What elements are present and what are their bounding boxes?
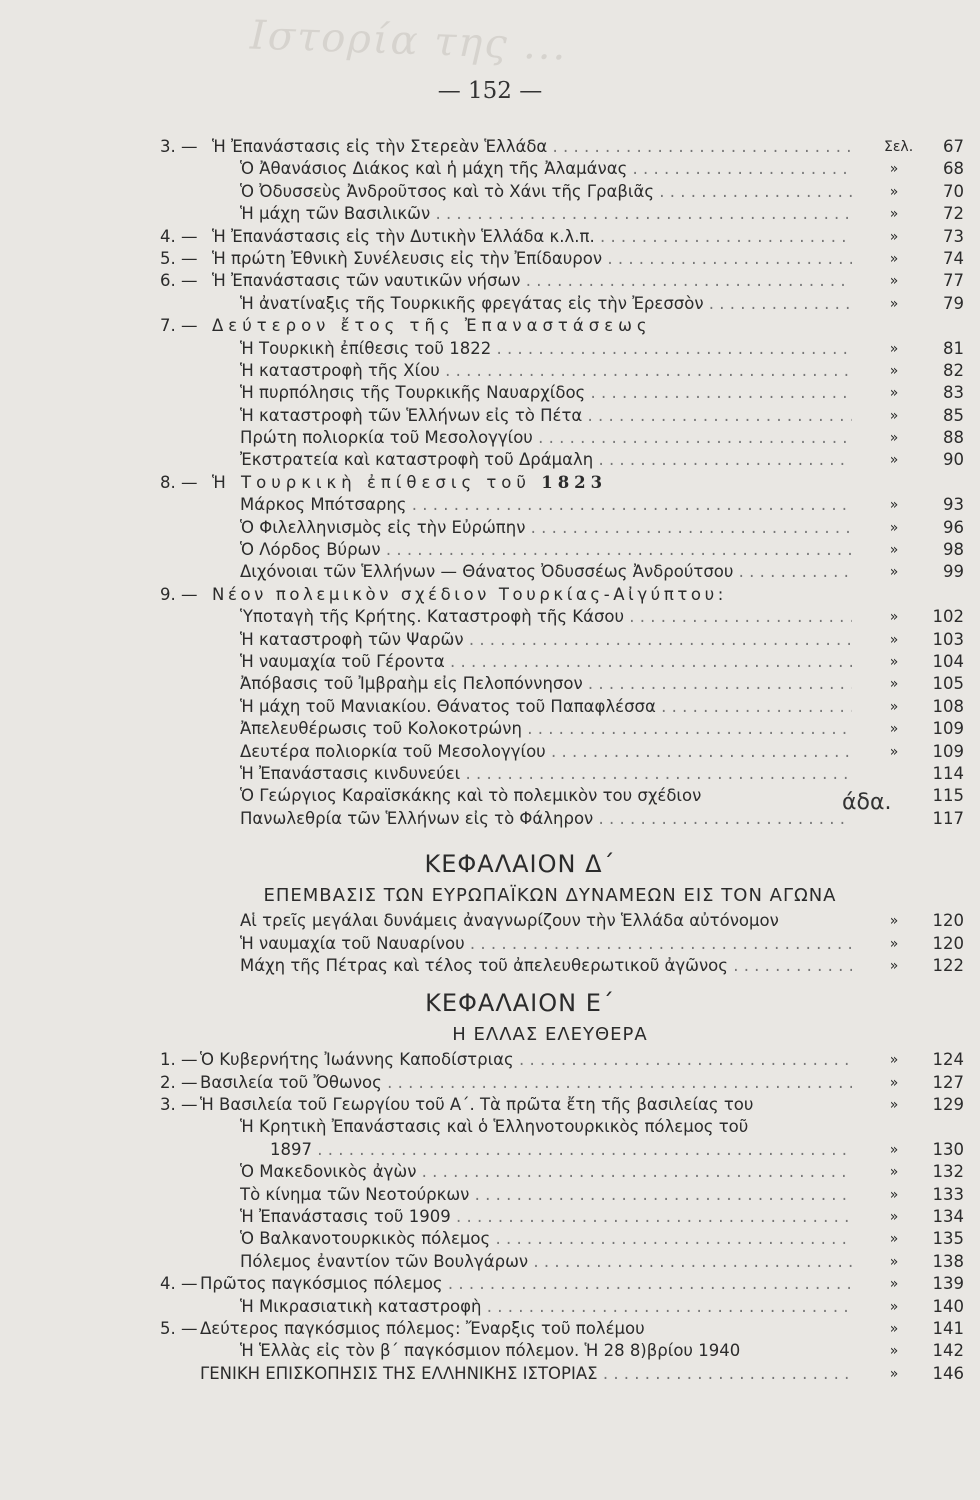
section-heading-text: Ἡ Τουρκικὴ ἐπίθεσις τοῦ	[212, 472, 531, 492]
toc-row	[0, 203, 980, 225]
ditto-mark: »	[889, 161, 899, 178]
section-number: 3. —	[160, 1095, 198, 1115]
section-number: 5. —	[160, 248, 198, 268]
toc-row	[0, 673, 980, 695]
toc-entry-title: Μάρκος Μπότσαρης . . .	[240, 494, 852, 516]
toc-page-number: 142	[932, 1341, 964, 1361]
ditto-mark: »	[889, 452, 899, 469]
toc-entry-title: Πόλεμος ἐναντίον τῶν Βουλγάρων . . .	[240, 1251, 852, 1273]
toc-row	[0, 158, 980, 180]
toc-page-number: 120	[932, 911, 964, 931]
toc-entry-title: Ἡ μάχη τοῦ Μανιακίου. Θάνατος τοῦ Παπαφλέσσα . . .	[240, 696, 852, 718]
toc-entry-title: Ἡ Ἐπανάστασις κινδυνεύει . . .	[240, 763, 852, 785]
section-heading: Δεύτερον ἔτος τῆς Ἐπαναστάσεως	[212, 316, 652, 336]
ditto-mark: »	[889, 1320, 899, 1337]
chapter-heading: ΚΕΦΑΛΑΙΟΝ Ε΄	[425, 989, 615, 1018]
toc-page-number: 99	[943, 562, 964, 582]
toc-row	[0, 651, 980, 673]
stray-overprint-text: άδα.	[842, 790, 892, 815]
toc-row	[0, 270, 980, 292]
toc-entry-title: Δευτέρα πολιορκία τοῦ Μεσολογγίου . . .	[240, 741, 852, 763]
ditto-mark: »	[889, 295, 899, 312]
toc-row	[0, 741, 980, 763]
ditto-mark: »	[889, 497, 899, 514]
toc-row	[0, 1206, 980, 1228]
ditto-mark: »	[889, 206, 899, 223]
toc-row	[0, 1094, 980, 1116]
section-number: 6. —	[160, 271, 198, 291]
toc-page-number: 109	[932, 719, 964, 739]
toc-row	[0, 382, 980, 404]
toc-entry-title: Αἱ τρεῖς μεγάλαι δυνάμεις ἀναγνωρίζουν τὴν Ἑλλάδα αὐτόνομον	[240, 911, 779, 931]
section-number: 7. —	[160, 316, 198, 336]
toc-entry-title: Ἡ Ἐπανάστασις εἰς τὴν Δυτικὴν Ἑλλάδα κ.λ.π. . . .	[212, 226, 852, 248]
toc-row	[0, 1116, 980, 1138]
toc-row	[0, 1184, 980, 1206]
toc-row	[0, 1228, 980, 1250]
toc-page-number: 108	[932, 696, 964, 716]
toc-entry-title: Δεύτερος παγκόσμιος πόλεμος: Ἔναρξις τοῦ πολέμου	[200, 1318, 645, 1338]
ditto-mark: »	[889, 519, 899, 536]
table-of-contents	[0, 136, 980, 1385]
toc-entry-title: Τὸ κίνημα τῶν Νεοτούρκων . . .	[240, 1184, 852, 1206]
toc-row	[0, 494, 980, 516]
toc-entry-title: Ἡ Κρητικὴ Ἐπανάστασις καὶ ὁ Ἑλληνοτουρκικὸς πόλεμος τοῦ	[240, 1117, 749, 1137]
ditto-mark: »	[889, 385, 899, 402]
ditto-mark: »	[889, 250, 899, 267]
section-number: 4. —	[160, 226, 198, 246]
toc-page-number: 98	[943, 540, 964, 560]
toc-page-number: 122	[932, 955, 964, 975]
toc-page-number: 70	[943, 181, 964, 201]
toc-row	[0, 629, 980, 651]
ditto-mark: »	[889, 1074, 899, 1091]
page-number: — 152 —	[437, 78, 543, 104]
toc-page-number: 129	[932, 1095, 964, 1115]
toc-entry-title: Ἡ καταστροφὴ τῶν Ἑλλήνων εἰς τὸ Πέτα . . .	[240, 405, 852, 427]
section-number: 9. —	[160, 584, 198, 604]
toc-entry-title: Ὁ Γεώργιος Καραϊσκάκης καὶ τὸ πολεμικὸν του σχέδιον	[240, 786, 702, 806]
toc-page-number: 93	[943, 495, 964, 515]
toc-page-number: 115	[932, 786, 964, 806]
toc-entry-title: Ὁ Λόρδος Βύρων . . .	[240, 539, 852, 561]
ditto-mark: »	[889, 1343, 899, 1360]
toc-entry-title: Μάχη τῆς Πέτρας καὶ τέλος τοῦ ἀπελευθερωτικοῦ ἀγῶνος . . .	[240, 955, 852, 977]
toc-page-number: 103	[932, 629, 964, 649]
toc-entry-title: Ἡ Ἐπανάστασις τῶν ναυτικῶν νήσων . . .	[212, 270, 852, 292]
ditto-mark: »	[889, 362, 899, 379]
handwritten-watermark: Ιστορία της ...	[249, 12, 569, 70]
toc-page-number: 74	[943, 248, 964, 268]
toc-row	[0, 718, 980, 740]
toc-entry-title: Βασιλεία τοῦ Ὄθωνος . . .	[200, 1072, 852, 1094]
ditto-mark: »	[889, 935, 899, 952]
section-heading: Νέον πολεμικὸν σχέδιον Τουρκίας-Αἰγύπτου:	[212, 584, 727, 604]
toc-row	[0, 1363, 980, 1385]
toc-row	[0, 539, 980, 561]
toc-page-number: 82	[943, 360, 964, 380]
toc-row	[0, 315, 980, 337]
toc-entry-title: Ὁ Ὀδυσσεὺς Ἀνδροῦτσος καὶ τὸ Χάνι τῆς Γραβιᾶς . . .	[240, 181, 852, 203]
toc-page-number: 83	[943, 383, 964, 403]
toc-entry-title: Ἡ πυρπόλησις τῆς Τουρκικῆς Ναυαρχίδος . . .	[240, 382, 852, 404]
toc-row	[0, 248, 980, 270]
toc-entry-title: Διχόνοιαι τῶν Ἑλλήνων — Θάνατος Ὀδυσσέως Ἀνδρούτσου . . .	[240, 561, 852, 583]
toc-row	[0, 1161, 980, 1183]
toc-page-number: 90	[943, 450, 964, 470]
section-number: 5. —	[160, 1318, 198, 1338]
toc-row	[0, 1296, 980, 1318]
ditto-mark: »	[889, 273, 899, 290]
toc-row	[0, 449, 980, 471]
toc-page-number: 102	[932, 607, 964, 627]
toc-row	[0, 910, 980, 932]
toc-row	[0, 427, 980, 449]
toc-page-number: 130	[932, 1139, 964, 1159]
toc-entry-title: Ἡ ναυμαχία τοῦ Γέροντα . . .	[240, 651, 852, 673]
toc-page-number: 139	[932, 1274, 964, 1294]
toc-row	[0, 1273, 980, 1295]
section-number: 2. —	[160, 1072, 198, 1092]
toc-page-number: 140	[932, 1296, 964, 1316]
ditto-mark: »	[889, 1186, 899, 1203]
toc-page-number: 77	[943, 271, 964, 291]
toc-entry-title: Πρώτη πολιορκία τοῦ Μεσολογγίου . . .	[240, 427, 852, 449]
toc-row	[0, 808, 980, 830]
toc-entry-title: Ἡ Ἐπανάστασις εἰς τὴν Στερεὰν Ἑλλάδα . . .	[212, 136, 852, 158]
ditto-mark: »	[889, 743, 899, 760]
section-number: 8. —	[160, 472, 198, 492]
toc-page-number: 109	[932, 741, 964, 761]
ditto-mark: »	[889, 1231, 899, 1248]
toc-entry-title: Ἡ ἀνατίναξις τῆς Τουρκικῆς φρεγάτας εἰς τὴν Ἐρεσσὸν . . .	[240, 293, 852, 315]
ditto-mark: »	[889, 698, 899, 715]
toc-row	[0, 561, 980, 583]
toc-page-number: 146	[932, 1363, 964, 1383]
toc-row	[0, 226, 980, 248]
toc-entry-title: Ὁ Μακεδονικὸς ἀγὼν . . .	[240, 1161, 852, 1183]
chapter-subheading: ΕΠΕΜΒΑΣΙΣ ΤΩΝ ΕΥΡΩΠΑΪΚΩΝ ΔΥΝΑΜΕΩΝ ΕΙΣ ΤΟΝ ΑΓΩΝΑ	[263, 885, 837, 907]
toc-row	[0, 1072, 980, 1094]
page-prefix: Σελ.	[884, 139, 914, 155]
toc-page-number: 117	[932, 808, 964, 828]
toc-row	[0, 1251, 980, 1273]
toc-row	[0, 1340, 980, 1362]
ditto-mark: »	[889, 1097, 899, 1114]
toc-entry-title: Ἀπελευθέρωσις τοῦ Κολοκοτρώνη . . .	[240, 718, 852, 740]
toc-entry-title: Ἐκστρατεία καὶ καταστροφὴ τοῦ Δράμαλη . . .	[240, 449, 852, 471]
ditto-mark: »	[889, 957, 899, 974]
toc-row	[0, 1139, 980, 1161]
toc-entry-title: Ὁ Κυβερνήτης Ἰωάννης Καποδίστριας . . .	[200, 1049, 852, 1071]
ditto-mark: »	[889, 1253, 899, 1270]
ditto-mark: »	[889, 676, 899, 693]
toc-entry-title: Ἡ Τουρκικὴ ἐπίθεσις τοῦ 1822 . . .	[240, 338, 852, 360]
ditto-mark: »	[889, 1141, 899, 1158]
toc-entry-title: Ὁ Φιλελληνισμὸς εἰς τὴν Εὐρώπην . . .	[240, 517, 852, 539]
toc-row	[0, 472, 980, 494]
toc-page-number: 81	[943, 338, 964, 358]
toc-row	[0, 338, 980, 360]
chapter-heading: ΚΕΦΑΛΑΙΟΝ Δ΄	[424, 850, 616, 879]
toc-page-number: 79	[943, 293, 964, 313]
toc-entry-title: Ἡ μάχη τῶν Βασιλικῶν . . .	[240, 203, 852, 225]
toc-page-number: 120	[932, 933, 964, 953]
section-number: 1. —	[160, 1050, 198, 1070]
toc-row	[0, 517, 980, 539]
ditto-mark: »	[889, 430, 899, 447]
toc-page-number: 104	[932, 651, 964, 671]
toc-row	[0, 606, 980, 628]
toc-row	[0, 955, 980, 977]
ditto-mark: »	[889, 1298, 899, 1315]
toc-page-number: 105	[932, 674, 964, 694]
ditto-mark: »	[889, 1209, 899, 1226]
toc-entry-title: Ὁ Ἀθανάσιος Διάκος καὶ ἡ μάχη τῆς Ἀλαμάνας . . .	[240, 158, 852, 180]
ditto-mark: »	[889, 1276, 899, 1293]
toc-page-number: 72	[943, 204, 964, 224]
ditto-mark: »	[889, 183, 899, 200]
toc-page-number: 67	[943, 137, 964, 156]
toc-entry-title: Ἀπόβασις τοῦ Ἰμβραὴμ εἰς Πελοπόννησον . . .	[240, 673, 852, 695]
chapter-subheading: Η ΕΛΛΑΣ ΕΛΕΥΘΕΡΑ	[452, 1024, 648, 1046]
ditto-mark: »	[889, 913, 899, 930]
toc-row	[0, 584, 980, 606]
ditto-mark: »	[889, 1365, 899, 1382]
toc-entry-title: ΓΕΝΙΚΗ ΕΠΙΣΚΟΠΗΣΙΣ ΤΗΣ ΕΛΛΗΝΙΚΗΣ ΙΣΤΟΡΙΑΣ . . .	[200, 1363, 852, 1385]
toc-entry-title: Ἡ Βασιλεία τοῦ Γεωργίου τοῦ Α΄. Τὰ πρῶτα ἔτη τῆς βασιλείας του	[200, 1095, 754, 1115]
ditto-mark: »	[889, 542, 899, 559]
toc-entry-title: Ἡ πρώτη Ἐθνικὴ Συνέλευσις εἰς τὴν Ἐπίδαυρον . . .	[212, 248, 852, 270]
ditto-mark: »	[889, 340, 899, 357]
toc-page-number: 133	[932, 1184, 964, 1204]
toc-page-number: 88	[943, 428, 964, 448]
toc-entry-title: Πανωλεθρία τῶν Ἑλλήνων εἰς τὸ Φάληρον . . .	[240, 808, 852, 830]
toc-row	[0, 785, 980, 807]
ditto-mark: »	[889, 721, 899, 738]
toc-row	[0, 360, 980, 382]
ditto-mark: »	[889, 1164, 899, 1181]
section-number: 4. —	[160, 1274, 198, 1294]
section-heading-year: 1823	[541, 472, 608, 492]
ditto-mark: »	[889, 653, 899, 670]
toc-page-number: 135	[932, 1229, 964, 1249]
toc-page-number: 138	[932, 1251, 964, 1271]
toc-page-number: 134	[932, 1207, 964, 1227]
toc-entry-title: Πρῶτος παγκόσμιος πόλεμος . . .	[200, 1273, 852, 1295]
section-heading	[212, 472, 940, 494]
toc-page-number: 73	[943, 226, 964, 246]
toc-row	[0, 405, 980, 427]
toc-entry-title: Ἡ καταστροφὴ τῆς Χίου . . .	[240, 360, 852, 382]
spacer	[0, 830, 980, 844]
toc-entry-title: Ἡ Ἐπανάστασις τοῦ 1909 . . .	[240, 1206, 852, 1228]
ditto-mark: »	[889, 1052, 899, 1069]
toc-page-number: 132	[932, 1162, 964, 1182]
toc-row	[0, 1318, 980, 1340]
toc-entry-title: 1897 . . .	[270, 1139, 852, 1161]
toc-entry-title: Ἡ Μικρασιατικὴ καταστροφὴ . . .	[240, 1296, 852, 1318]
toc-row	[0, 1049, 980, 1071]
section-number: 3. —	[160, 137, 198, 156]
toc-page-number: 85	[943, 405, 964, 425]
toc-row	[0, 763, 980, 785]
toc-page-number: 127	[932, 1072, 964, 1092]
ditto-mark: »	[889, 564, 899, 581]
toc-page-number: 141	[932, 1318, 964, 1338]
ditto-mark: »	[889, 407, 899, 424]
toc-entry-title: Ἡ Ἑλλὰς εἰς τὸν β΄ παγκόσμιον πόλεμον. Ἡ 28 8)βρίου 1940	[240, 1341, 741, 1361]
toc-page-number: 124	[932, 1050, 964, 1070]
toc-row	[0, 696, 980, 718]
toc-page-number: 68	[943, 159, 964, 179]
toc-page-number: 114	[932, 763, 964, 783]
toc-row	[0, 293, 980, 315]
toc-entry-title: Ἡ ναυμαχία τοῦ Ναυαρίνου . . .	[240, 933, 852, 955]
toc-entry-title: Ἡ καταστροφὴ τῶν Ψαρῶν . . .	[240, 629, 852, 651]
toc-page-number: 96	[943, 517, 964, 537]
ditto-mark: »	[889, 228, 899, 245]
ditto-mark: »	[889, 631, 899, 648]
toc-row	[0, 136, 980, 158]
toc-row	[0, 181, 980, 203]
toc-entry-title: Ὁ Βαλκανοτουρκικὸς πόλεμος . . .	[240, 1228, 852, 1250]
toc-row	[0, 933, 980, 955]
ditto-mark: »	[889, 609, 899, 626]
toc-entry-title: Ὑποταγὴ τῆς Κρήτης. Καταστροφὴ τῆς Κάσου . . .	[240, 606, 852, 628]
